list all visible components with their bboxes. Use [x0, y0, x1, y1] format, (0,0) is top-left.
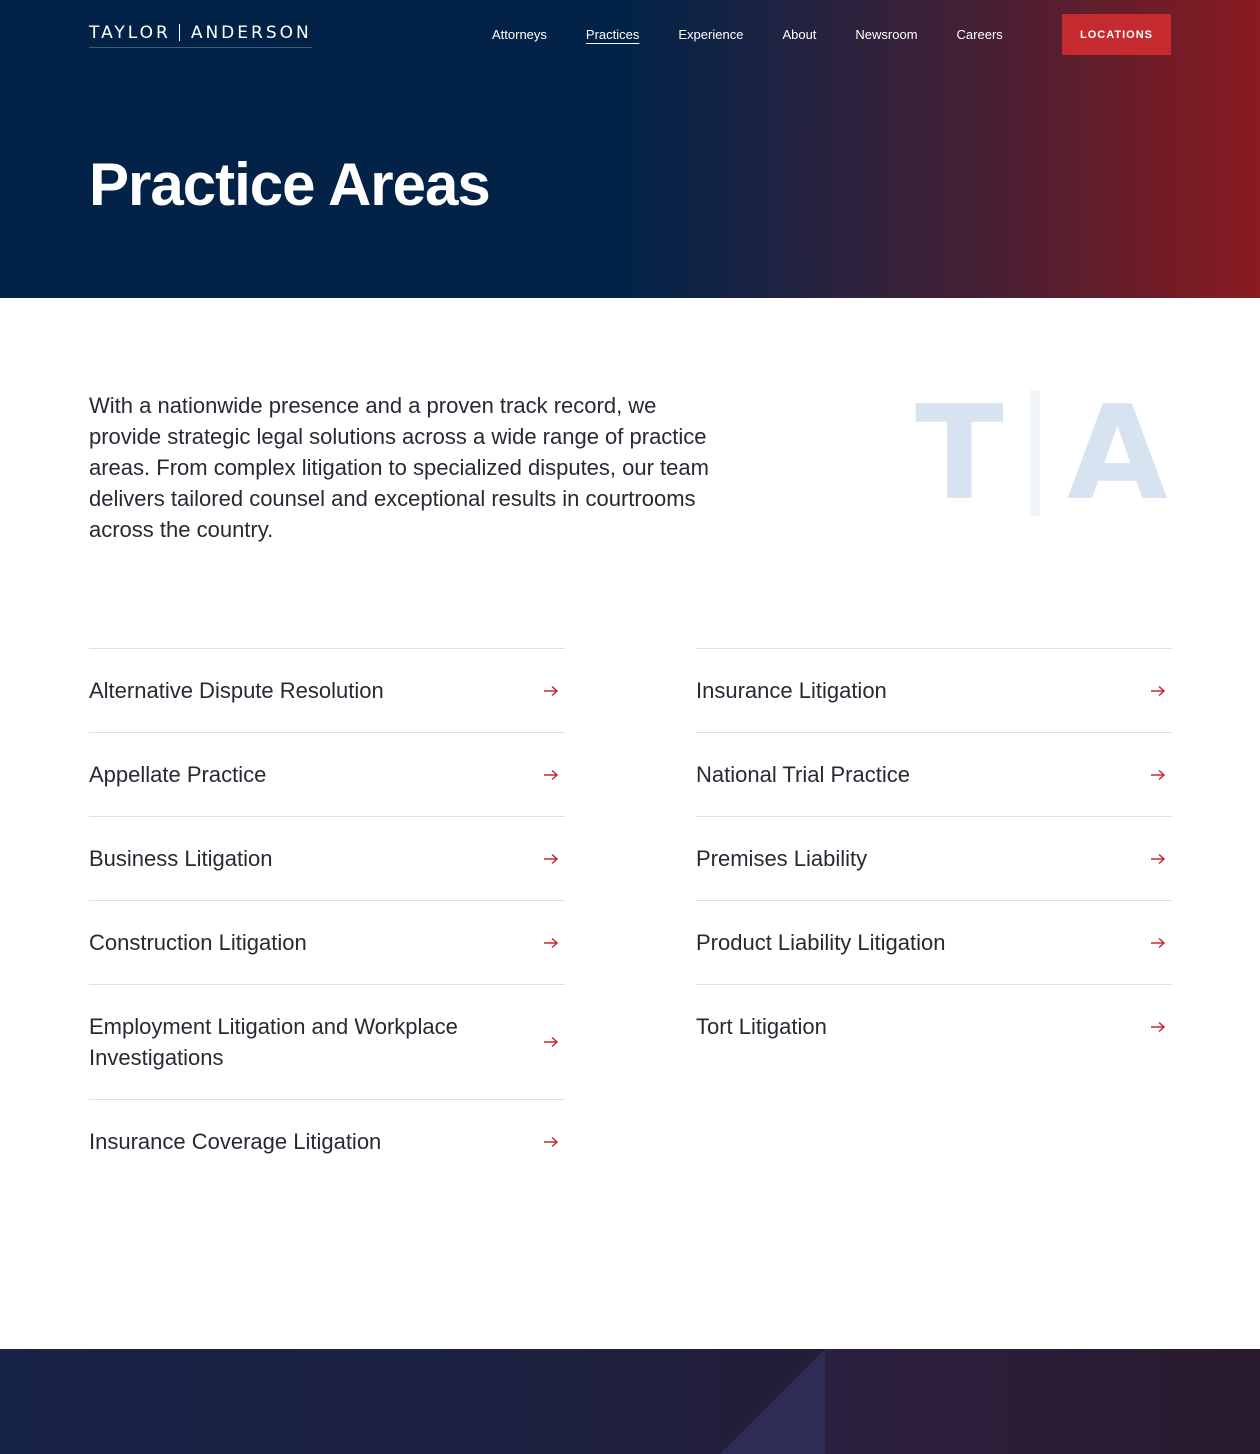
practice-label: Business Litigation: [89, 846, 273, 871]
nav-experience[interactable]: Experience: [678, 27, 744, 42]
footer-banner: [0, 1349, 1260, 1454]
practice-link-alternative-dispute-resolution[interactable]: [89, 648, 565, 732]
arrow-right-icon: [543, 1136, 559, 1148]
arrow-right-icon: [543, 853, 559, 865]
practice-label: Insurance Coverage Litigation: [89, 1129, 382, 1154]
practice-link-tort-litigation[interactable]: [696, 984, 1172, 1068]
practice-link-construction-litigation[interactable]: [89, 900, 565, 984]
practice-link-product-liability-litigation[interactable]: [696, 900, 1172, 984]
practice-link-national-trial-practice[interactable]: [696, 732, 1172, 816]
main-nav: [492, 27, 1042, 42]
practice-list-right: [696, 648, 1172, 1068]
practice-label: Construction Litigation: [89, 930, 307, 955]
practice-label: Insurance Litigation: [696, 678, 887, 703]
practice-label: Tort Litigation: [696, 1014, 827, 1039]
practice-link-business-litigation[interactable]: [89, 816, 565, 900]
arrow-right-icon: [1150, 685, 1166, 697]
nav-newsroom[interactable]: Newsroom: [855, 27, 918, 42]
arrow-right-icon: [543, 769, 559, 781]
practice-link-appellate-practice[interactable]: [89, 732, 565, 816]
logo-divider: [179, 24, 180, 41]
logo-word-taylor: TAYLOR: [89, 22, 171, 43]
hero-header: [0, 0, 1260, 298]
monogram-letter-a: A: [1067, 377, 1168, 529]
nav-careers[interactable]: Careers: [956, 27, 1003, 42]
locations-button[interactable]: LOCATIONS: [1062, 14, 1171, 55]
nav-practices[interactable]: Practices: [585, 27, 640, 42]
arrow-right-icon: [543, 1036, 559, 1048]
practice-link-employment-litigation[interactable]: [89, 984, 565, 1099]
nav-attorneys[interactable]: Attorneys: [492, 27, 547, 42]
site-logo[interactable]: [89, 22, 312, 48]
intro-paragraph: With a nationwide presence and a proven track record, we provide strategic legal solutions across a wide range of practice areas. From complex litigation to specialized disputes, our team delivers tailored counsel and exceptional results in courtrooms across the country.: [89, 393, 709, 542]
arrow-right-icon: [1150, 937, 1166, 949]
practice-link-insurance-coverage-litigation[interactable]: [89, 1099, 565, 1183]
arrow-right-icon: [543, 685, 559, 697]
arrow-right-icon: [1150, 769, 1166, 781]
practice-label: National Trial Practice: [696, 762, 910, 787]
arrow-right-icon: [543, 937, 559, 949]
arrow-right-icon: [1150, 853, 1166, 865]
practice-label: Employment Litigation and Workplace Investigations: [89, 1014, 458, 1070]
practice-list-left: [89, 648, 565, 1183]
footer-decorative-shape: [720, 1349, 825, 1454]
practice-label: Product Liability Litigation: [696, 930, 946, 955]
monogram-divider: [1030, 390, 1040, 516]
arrow-right-icon: [1150, 1021, 1166, 1033]
practice-label: Alternative Dispute Resolution: [89, 678, 384, 703]
nav-about[interactable]: About: [782, 27, 817, 42]
practice-link-premises-liability[interactable]: [696, 816, 1172, 900]
monogram-letter-t: T: [915, 377, 1004, 529]
ta-monogram: [915, 377, 1175, 529]
practice-label: Appellate Practice: [89, 762, 267, 787]
practice-link-insurance-litigation[interactable]: [696, 648, 1172, 732]
logo-word-anderson: ANDERSON: [190, 22, 312, 43]
footer-decorative-panel: [825, 1349, 1260, 1454]
page-title: Practice Areas: [89, 151, 490, 218]
practice-label: Premises Liability: [696, 846, 868, 871]
